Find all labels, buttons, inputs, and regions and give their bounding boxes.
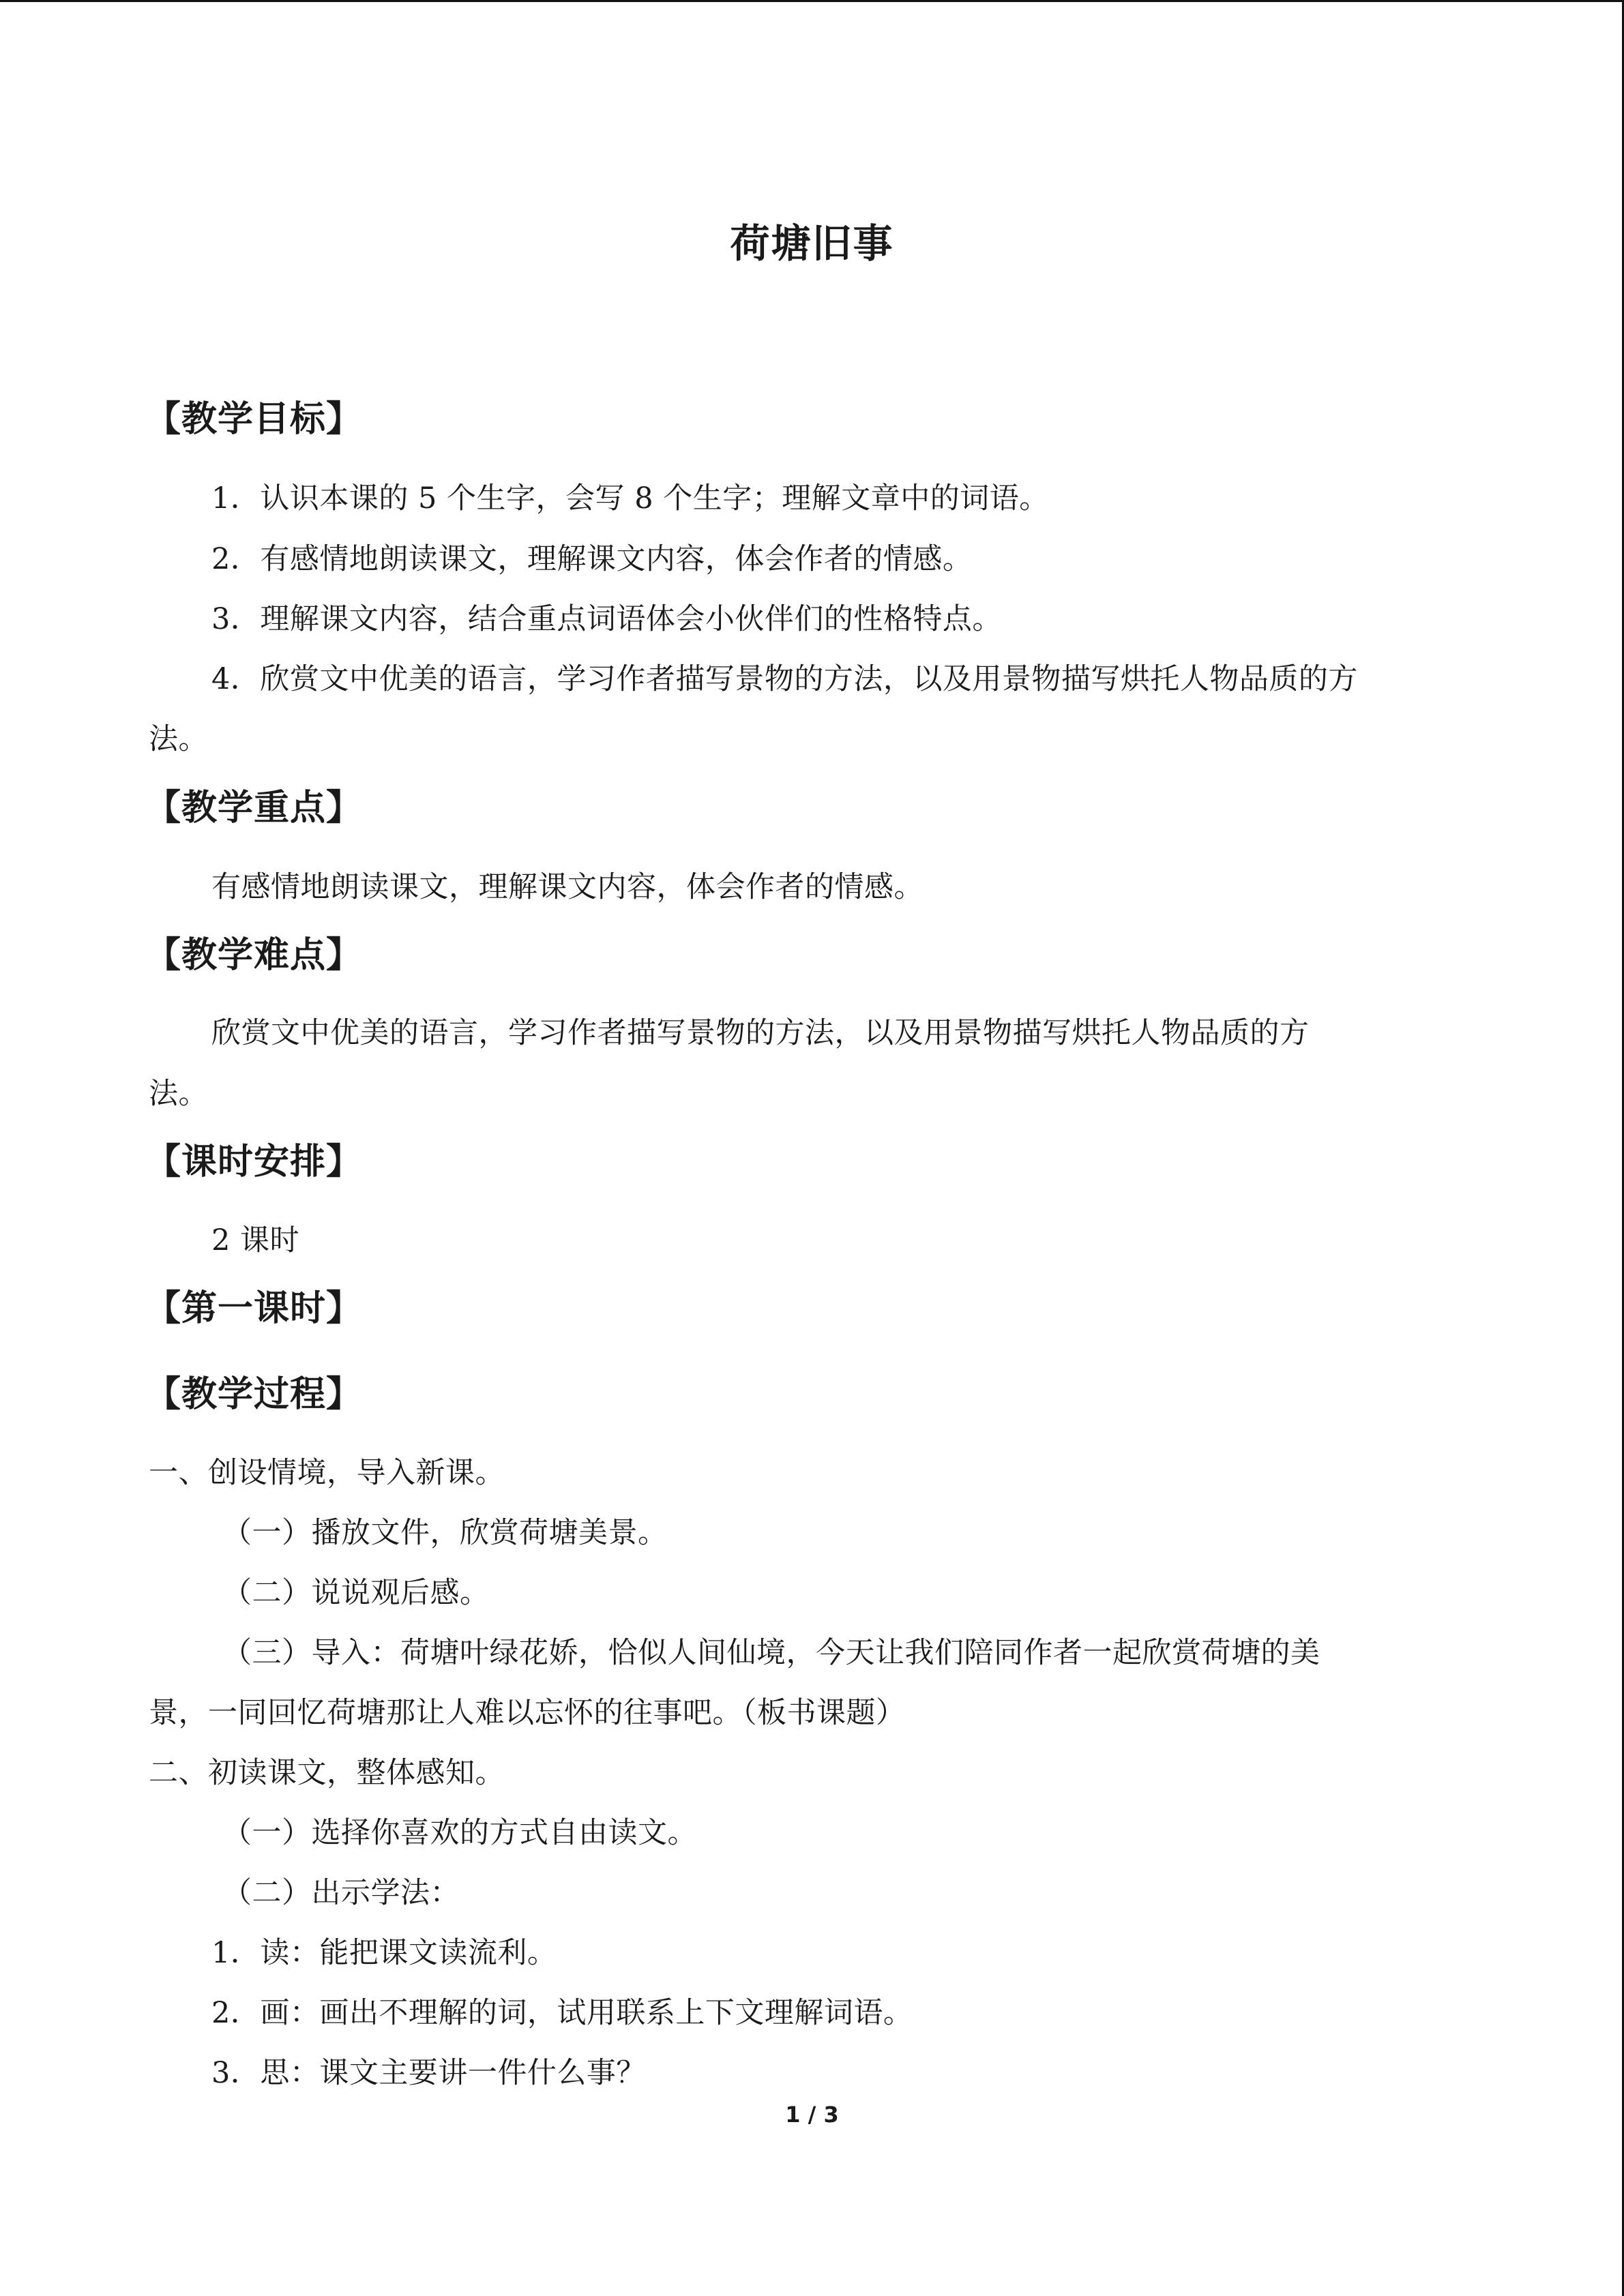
heading-key-points: 【教学重点】	[145, 788, 363, 829]
goal-item-4: 4．欣赏文中优美的语言，学习作者描写景物的方法，以及用景物描写烘托人物品质的方	[211, 662, 1358, 696]
process-line-4: （三）导入：荷塘叶绿花娇，恰似人间仙境，今天让我们陪同作者一起欣赏荷塘的美	[222, 1636, 1320, 1670]
process-line-8: （二）出示学法：	[222, 1876, 460, 1910]
heading-first-lesson: 【第一课时】	[145, 1288, 363, 1329]
page-border-top	[0, 0, 1624, 2]
heading-process: 【教学过程】	[145, 1374, 363, 1415]
difficulties-line-2: 法。	[149, 1077, 208, 1111]
schedule-text: 2 课时	[211, 1223, 300, 1257]
process-line-9: 1．读：能把课文读流利。	[211, 1936, 557, 1970]
goal-item-3: 3．理解课文内容，结合重点词语体会小伙伴们的性格特点。	[211, 602, 1002, 636]
heading-goals: 【教学目标】	[145, 399, 363, 440]
process-line-11: 3．思：课文主要讲一件什么事？	[211, 2056, 646, 2090]
process-line-10: 2．画：画出不理解的词，试用联系上下文理解词语。	[211, 1996, 913, 2030]
process-line-2: （一）播放文件，欣赏荷塘美景。	[222, 1516, 668, 1550]
goal-item-1: 1．认识本课的 5 个生字，会写 8 个生字；理解文章中的词语。	[211, 481, 1049, 516]
process-line-3: （二）说说观后感。	[222, 1576, 490, 1610]
process-line-5: 景，一同回忆荷塘那让人难以忘怀的往事吧。（板书课题）	[149, 1696, 906, 1730]
process-line-7: （一）选择你喜欢的方式自由读文。	[222, 1816, 697, 1850]
process-line-6: 二、初读课文，整体感知。	[149, 1756, 505, 1790]
heading-schedule: 【课时安排】	[145, 1142, 363, 1182]
goal-item-4-cont: 法。	[149, 722, 208, 756]
page-number: 1 / 3	[785, 2102, 839, 2128]
key-points-text: 有感情地朗读课文，理解课文内容，体会作者的情感。	[211, 870, 924, 904]
goal-item-2: 2．有感情地朗读课文，理解课文内容，体会作者的情感。	[211, 542, 973, 576]
process-line-1: 一、创设情境，导入新课。	[149, 1456, 505, 1490]
heading-difficulties: 【教学难点】	[145, 935, 363, 976]
difficulties-line-1: 欣赏文中优美的语言，学习作者描写景物的方法，以及用景物描写烘托人物品质的方	[211, 1016, 1310, 1050]
document-title: 荷塘旧事	[730, 220, 894, 267]
